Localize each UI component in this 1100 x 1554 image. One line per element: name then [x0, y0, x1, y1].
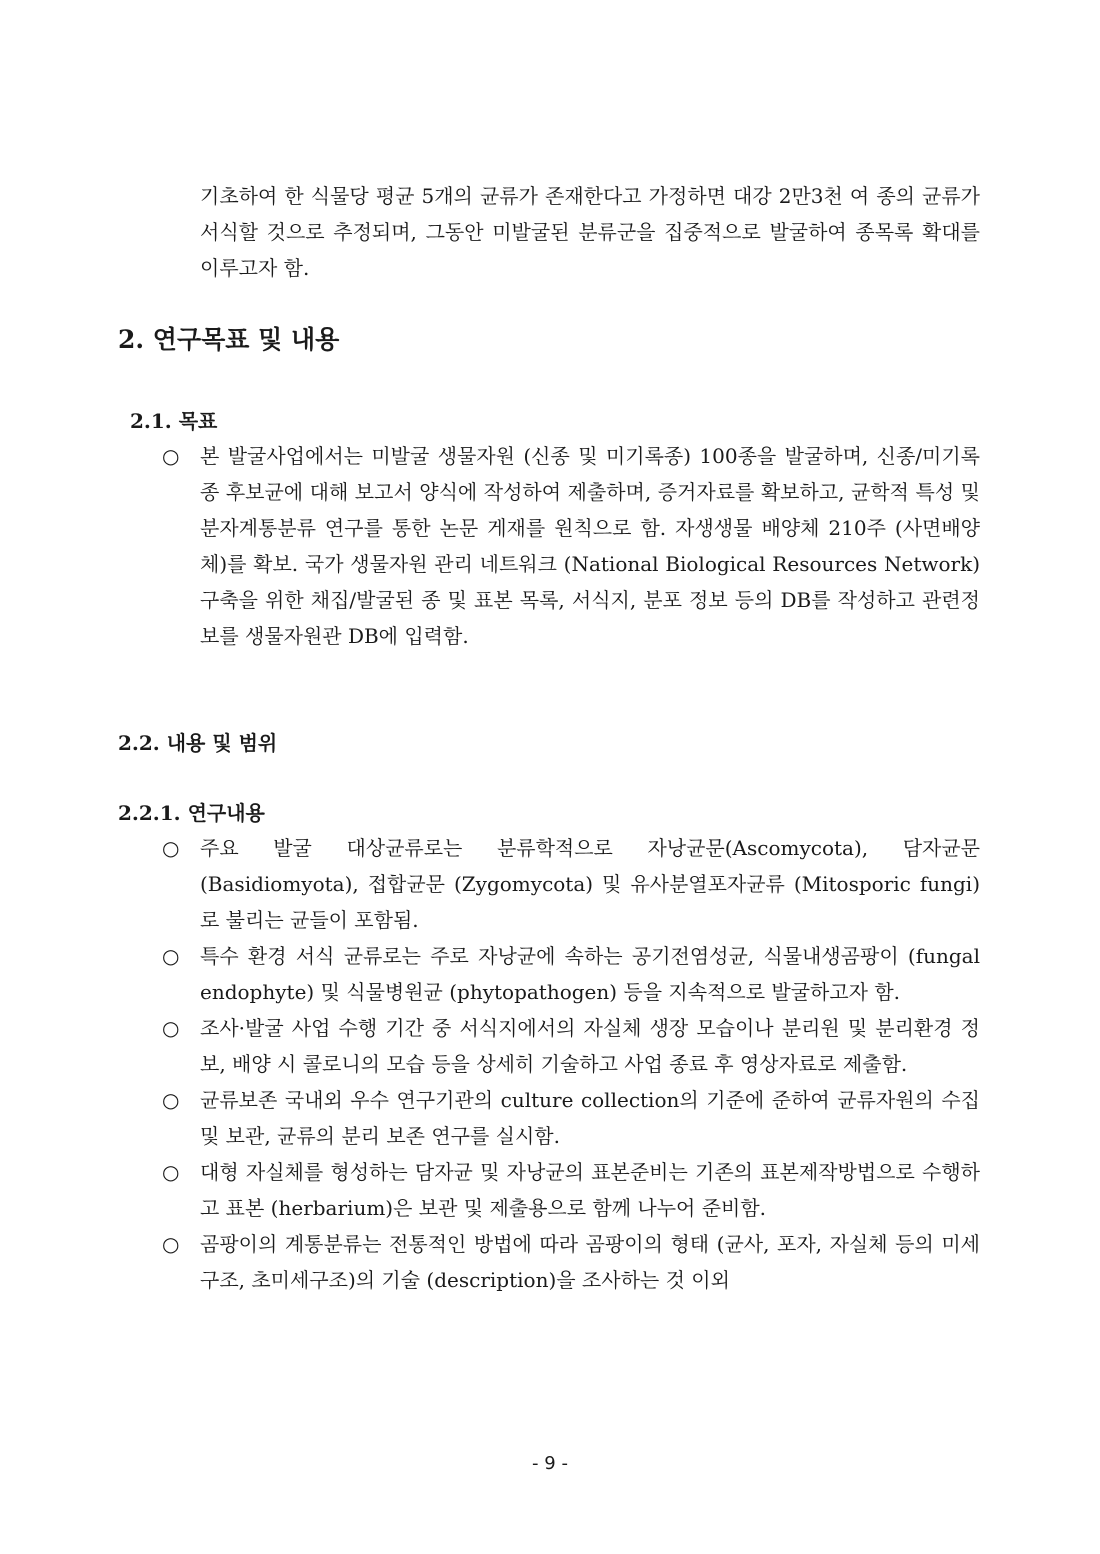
content-text: 특수 환경 서식 균류로는 주로 자낭균에 속하는 공기전염성균, 식물내생곰팡이 (fungal endophyte) 및 식물병원균 (phytopathogen) 등을 지속적으로 발굴하고자 함. — [200, 944, 980, 1004]
circle-bullet-icon: ○ — [162, 944, 180, 968]
list-item — [162, 938, 980, 1010]
list-item — [162, 438, 980, 654]
intro-paragraph: 기초하여 한 식물당 평균 5개의 균류가 존재한다고 가정하면 대강 2만3천 여 종의 균류가 서식할 것으로 추정되며, 그동안 미발굴된 분류군을 집중적으로 발굴하여 종목록 확대를 이루고자 함. — [200, 184, 980, 280]
section-heading-2: 2. 연구목표 및 내용 — [118, 325, 340, 354]
content-text: 조사·발굴 사업 수행 기간 중 서식지에서의 자실체 생장 모습이나 분리원 및 분리환경 정보, 배양 시 콜로니의 모습 등을 상세히 기술하고 사업 종료 후 영상자료로 제출함. — [200, 1016, 980, 1076]
page-number: - 9 - — [532, 1453, 568, 1474]
list-item — [162, 1010, 980, 1082]
content-text: 균류보존 국내외 우수 연구기관의 culture collection의 기준에 준하여 균류자원의 수집 및 보관, 균류의 분리 보존 연구를 실시함. — [200, 1088, 980, 1148]
list-item — [162, 1082, 980, 1154]
list-item — [162, 1226, 980, 1298]
content-bullet-list — [162, 830, 980, 1298]
section-heading-2-2: 2.2. 내용 및 범위 — [118, 731, 278, 755]
circle-bullet-icon: ○ — [162, 444, 180, 468]
content-text: 주요 발굴 대상균류로는 분류학적으로 자낭균문(Ascomycota), 담자균문(Basidiomyota), 접합균문 (Zygomycota) 및 유사분열포자균류 (Mitosporic fungi)로 불리는 균들이 포함됨. — [200, 836, 980, 932]
section-heading-2-2-1: 2.2.1. 연구내용 — [118, 801, 265, 825]
goal-bullet-list — [162, 438, 980, 654]
circle-bullet-icon: ○ — [162, 836, 180, 860]
content-text: 곰팡이의 계통분류는 전통적인 방법에 따라 곰팡이의 형태 (균사, 포자, 자실체 등의 미세구조, 초미세구조)의 기술 (description)을 조사하는 것 이외 — [200, 1232, 980, 1292]
circle-bullet-icon: ○ — [162, 1016, 180, 1040]
list-item — [162, 830, 980, 938]
section-heading-2-1: 2.1. 목표 — [130, 409, 218, 433]
content-text: 대형 자실체를 형성하는 담자균 및 자낭균의 표본준비는 기존의 표본제작방법으로 수행하고 표본 (herbarium)은 보관 및 제출용으로 함께 나누어 준비함. — [200, 1160, 980, 1220]
goal-text: 본 발굴사업에서는 미발굴 생물자원 (신종 및 미기록종) 100종을 발굴하며, 신종/미기록종 후보균에 대해 보고서 양식에 작성하여 제출하며, 증거자료를 확보하고, 균학적 특성 및 분자계통분류 연구를 통한 논문 게재를 원칙으로 함. 자생생물 배양체 210주 (사면배양체)를 확보. 국가 생물자원 관리 네트워크 (National Biological Resources Network) 구축을 위한 채집/발굴된 종 및 표본 목록, 서식지, 분포 정보 등의 DB를 작성하고 관련정보를 생물자원관 DB에 입력함. — [200, 444, 980, 648]
circle-bullet-icon: ○ — [162, 1232, 180, 1256]
circle-bullet-icon: ○ — [162, 1088, 180, 1112]
circle-bullet-icon: ○ — [162, 1160, 180, 1184]
list-item — [162, 1154, 980, 1226]
